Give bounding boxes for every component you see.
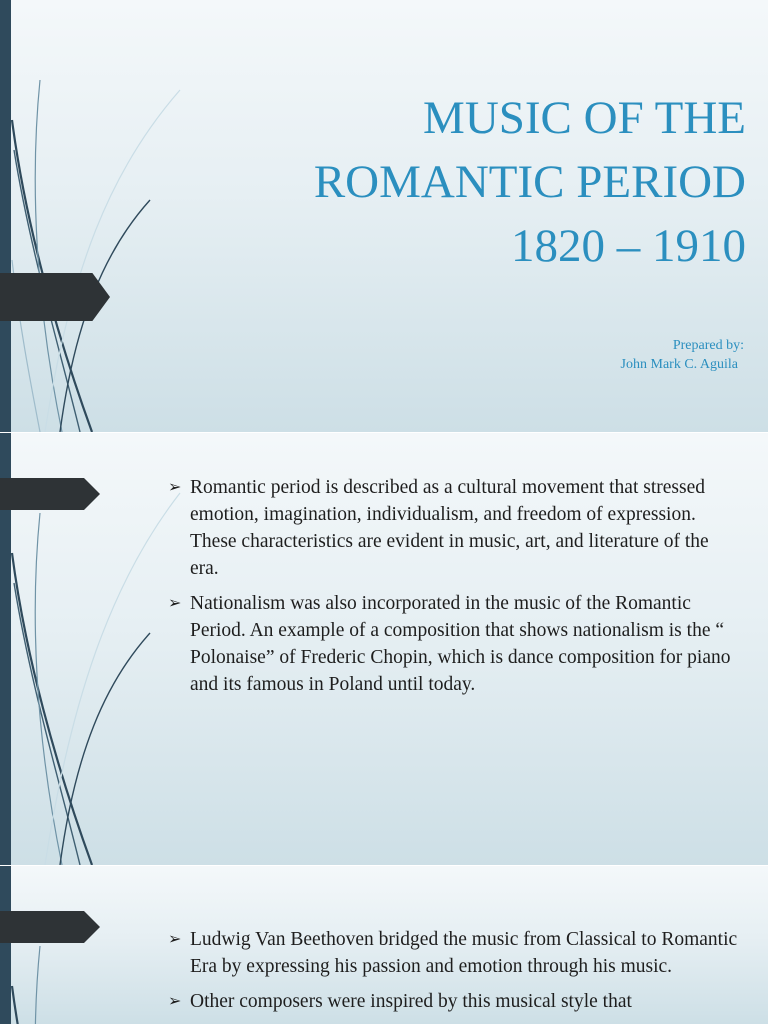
title-line: 1820 – 1910 <box>511 220 746 272</box>
title-line: MUSIC OF THE <box>423 92 746 144</box>
list-item <box>168 474 738 582</box>
decorative-curves <box>0 0 200 432</box>
dark-arrow-tag <box>0 478 100 510</box>
prepared-by-label: Prepared by: <box>672 338 744 353</box>
bullet-arrow-icon: ➢ <box>168 595 182 612</box>
bullet-list <box>168 926 738 1023</box>
title-line: ROMANTIC PERIOD <box>313 156 746 208</box>
bullet-list <box>168 474 738 706</box>
byline <box>621 336 744 374</box>
bullet-text: Romantic period is described as a cultural movement that stressed emotion, imagination, individualism, and freedom of expression. These characteristics are evident in music, art, and literature of the era. <box>190 477 709 579</box>
content-slide <box>0 433 768 865</box>
bullet-arrow-icon: ➢ <box>168 993 182 1010</box>
list-item <box>168 988 738 1015</box>
bullet-arrow-icon: ➢ <box>168 931 182 948</box>
author-name: John Mark C. Aguila <box>620 357 738 372</box>
list-item <box>168 926 738 980</box>
bullet-text: Other composers were inspired by this musical style that <box>190 991 632 1012</box>
bullet-text: Nationalism was also incorporated in the music of the Romantic Period. An example of a composition that shows nationalism is the “ Polonaise” of Frederic Chopin, which is dance composition for piano and its famous in Poland until today. <box>190 593 731 695</box>
slide-title <box>186 86 746 278</box>
title-slide <box>0 0 768 432</box>
dark-arrow-tag <box>0 911 100 943</box>
dark-arrow-tag <box>0 273 110 321</box>
bullet-arrow-icon: ➢ <box>168 479 182 496</box>
list-item <box>168 590 738 698</box>
bullet-text: Ludwig Van Beethoven bridged the music from Classical to Romantic Era by expressing his passion and emotion through his music. <box>190 929 738 977</box>
content-slide <box>0 866 768 1024</box>
